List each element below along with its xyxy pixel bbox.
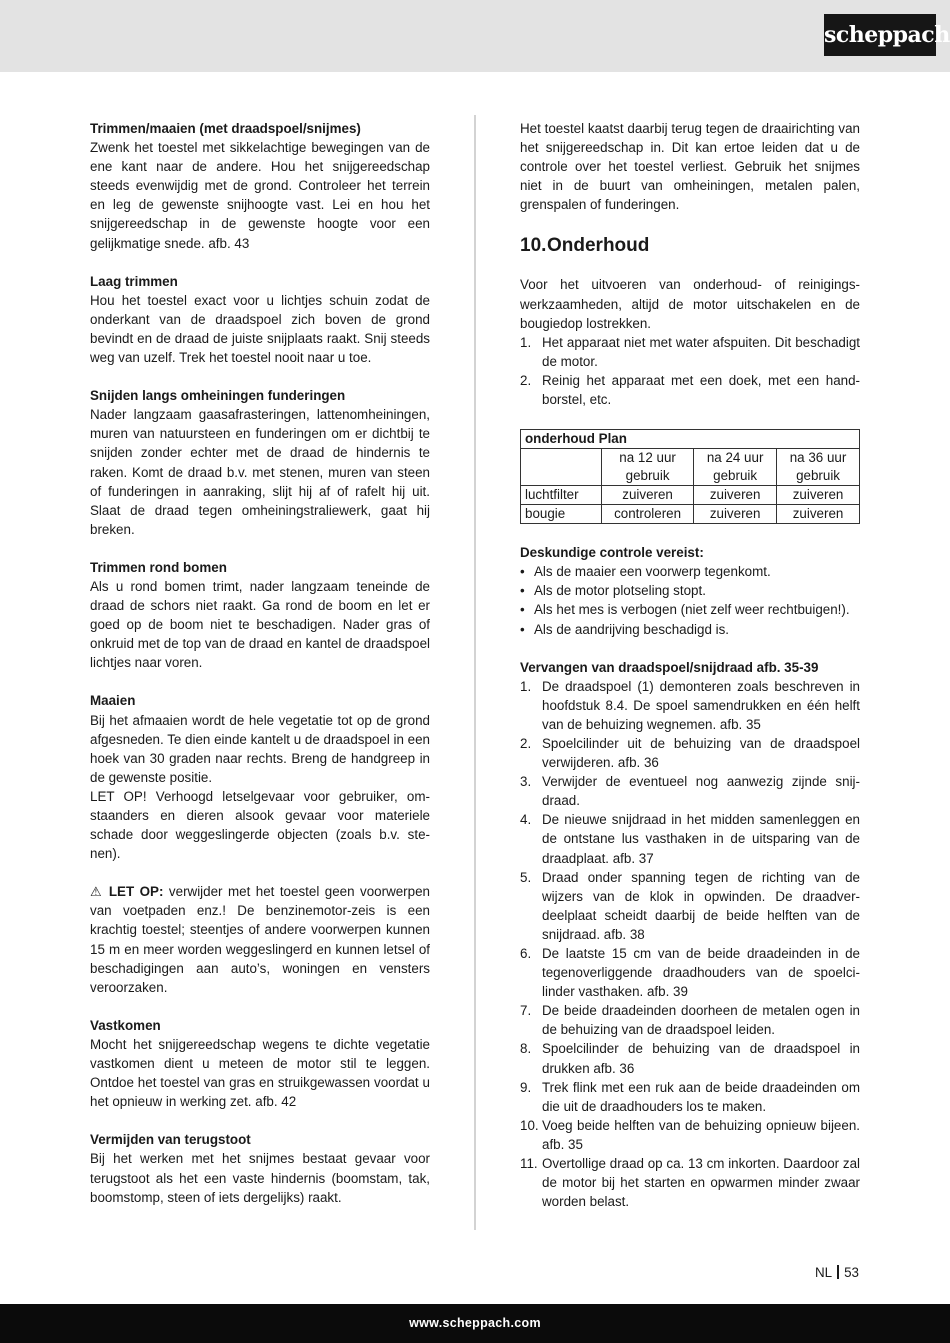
table-row <box>521 505 860 524</box>
table-cell: zuiveren <box>777 505 860 524</box>
table-cell: luchtfilter <box>521 486 602 505</box>
maintenance-list <box>520 333 860 409</box>
table-cell: bougie <box>521 505 602 524</box>
list-item <box>520 1039 860 1077</box>
section-heading: Laag trimmen <box>90 273 178 289</box>
list-text: De draadspoel (1) demonteren zoals beschreven in hoofdstuk 8.4. De spoel samendrukken en één helft van de behuizing wegnemen. afb. 35 <box>542 678 860 732</box>
list-number: 2. <box>520 735 532 751</box>
list-item <box>520 734 860 772</box>
paragraph: Bij het werken met het snijmes bestaat gevaar voor terugstoot als het een vaste hindernis (boomstam, tak, boomstomp, steen of iets dergelijks) raakt. <box>90 1151 430 1205</box>
paragraph: Hou het toestel exact voor u lichtjes schuin zodat de onderkant van de draadspoel zich boven de grond bevindt en de draad de juiste snijplaats raakt. Snij steeds weg van uzelf. Trek het toestel nooit naar u toe. <box>90 292 430 366</box>
list-item <box>520 1001 860 1039</box>
list-item <box>520 600 860 619</box>
list-text: Reinig het apparaat met een doek, met een handborstel, etc. <box>542 372 860 408</box>
list-item <box>520 868 860 944</box>
list-item <box>520 333 860 371</box>
caution-text: verwijder met het toestel geen voorwerpen van voetpaden enz.! De benzinemotor-zeis is een krachtig toestel; steentjes of andere voorwerpen kunnen 15 m en meer worden weggeslingerd en kunnen letsel of beschadigingen aan auto’s, woningen en vensters veroorzaken. <box>90 884 430 995</box>
list-text: Als de motor plotseling stopt. <box>534 583 706 599</box>
chapter-title: Onderhoud <box>547 235 650 257</box>
caution-paragraph <box>90 882 430 997</box>
left-column <box>90 119 430 1207</box>
list-number: 6. <box>520 946 532 961</box>
table-cell: controleren <box>602 505 694 524</box>
table-row <box>521 486 860 505</box>
footer-bar <box>0 1304 950 1343</box>
paragraph: Zwenk het toestel met sikkelachtige bewegingen van de ene kant naar de andere. Hou het snijgereedschap steeds evenwijdig met de grond. Controleer het terrein en leg de gewenste snijhoogte vast. Lei en hou het snijgereedschap in de gewenste hoogte voor een gelijkmatige snede. afb. 43 <box>90 140 430 251</box>
list-text: Spoelcilinder de behuizing van de draadspoel in drukken afb. 36 <box>542 1041 860 1076</box>
warning-paragraph: LET OP! Verhoogd letselgevaar voor gebruiker, omstaanders en dieren alsook gevaar voor materiele schade door weggeslingerde objecten (zoals b.v. stenen). <box>90 788 430 862</box>
bullet: • <box>520 583 525 599</box>
list-item <box>520 581 860 600</box>
list-text: De laatste 15 cm van de beide draadeinden in de tegenoverliggende draadhouders van de spoelcilinder vasthaken. afb. 39 <box>542 946 860 1000</box>
list-text: Het apparaat niet met water afspuiten. Dit beschadigt de motor. <box>542 334 860 369</box>
list-text: De nieuwe snijdraad in het midden samenleggen en de ontstane lus vasthaken in de uitsparing van de draadplaat. afb. 37 <box>542 812 860 866</box>
warning-triangle-icon: ⚠ <box>90 884 104 900</box>
replacement-steps-list <box>520 677 860 1212</box>
header-bar <box>0 0 950 72</box>
table-header-cell: na 24 uur gebruik <box>694 449 777 486</box>
column-divider <box>474 115 476 1230</box>
list-text: Voeg beide helften van de behuizing opnieuw bijeen. afb. 35 <box>542 1117 860 1152</box>
table-header-cell <box>521 449 602 486</box>
chapter-number: 10. <box>520 235 547 257</box>
maintenance-plan-table <box>520 429 860 524</box>
list-number: 10. <box>520 1117 539 1133</box>
list-item <box>520 1154 860 1211</box>
section-heading: Maaien <box>90 693 136 709</box>
page-number <box>815 1265 859 1280</box>
bullet: • <box>520 602 525 618</box>
list-text: Spoelcilinder uit de behuizing van de draadspoel verwijderen. afb. 36 <box>542 735 860 771</box>
section-heading: Snijden langs omheiningen funderingen <box>90 388 346 404</box>
list-item <box>520 562 860 581</box>
section-heading: Vervangen van draadspoel/snijdraad afb. 35-39 <box>520 659 819 675</box>
list-item <box>520 620 860 639</box>
bullet: • <box>520 564 525 580</box>
section-heading: Vastkomen <box>90 1017 161 1033</box>
list-text: De beide draadeinden doorheen de metalen ogen in de behuizing van de draadspoel leiden. <box>542 1003 860 1038</box>
caution-label: LET OP: <box>108 884 164 900</box>
list-number: 5. <box>520 869 532 885</box>
section-heading: Vermijden van terugstoot <box>90 1132 251 1148</box>
list-number: 9. <box>520 1079 532 1095</box>
table-cell: zuiveren <box>777 486 860 505</box>
list-number: 1. <box>520 334 532 350</box>
list-item <box>520 1078 860 1116</box>
list-item <box>520 810 860 867</box>
chapter-heading <box>520 234 860 258</box>
list-item <box>520 371 860 409</box>
table-cell: zuiveren <box>602 486 694 505</box>
list-text: Overtollige draad op ca. 13 cm inkorten. Daardoor zal de motor bij het starten en opwarmen minder zwaar worden belast. <box>542 1156 860 1210</box>
paragraph: Bij het afmaaien wordt de hele vegetatie tot op de grond afgesneden. Te dien einde kantelt u de draadspoel in een hoek van 30 graden naar rechts. Breng de handgreep in de gewenste positie. <box>90 712 430 785</box>
list-item <box>520 1116 860 1154</box>
expert-check-list <box>520 562 860 638</box>
table-title: onderhoud Plan <box>521 430 860 449</box>
table-cell: zuiveren <box>694 505 777 524</box>
list-text: Als het mes is verbogen (niet zelf weer rechtbuigen!). <box>534 602 850 618</box>
paragraph: Als u rond bomen trimt, nader langzaam teneinde de draad de schors niet raakt. Ga rond de boom en let er goed op de boom niet te beschadigen. Nader gras of onkruid met de top van de draad en kantel de draadspoel lichtjes naar voren. <box>90 578 430 671</box>
paragraph: Het toestel kaatst daarbij terug tegen de draairichting van het snijgereedschap in. Dit kan ertoe leiden dat u de controle over het toestel verliest. Gebruik het snijmes niet in de buurt van omheiningen, metalen palen, grenspalen of funderingen. <box>520 121 860 213</box>
brand-logo: scheppach <box>824 14 936 56</box>
paragraph: Voor het uitvoeren van onderhoud- of reinigingswerkzaamheden, altijd de motor uitschakelen en de bougiedop lostrekken. <box>520 277 860 331</box>
list-number: 1. <box>520 678 532 694</box>
list-number: 2. <box>520 372 532 388</box>
list-item <box>520 944 860 1001</box>
table-header-cell: na 12 uur gebruik <box>602 449 694 486</box>
list-item <box>520 677 860 734</box>
page-number-separator <box>837 1265 839 1279</box>
list-text: Verwijder de eventueel nog aanwezig zijnde snijdraad. <box>542 774 860 809</box>
list-number: 8. <box>520 1041 532 1057</box>
section-heading: Trimmen rond bomen <box>90 559 227 575</box>
page-language: NL <box>814 1265 833 1280</box>
paragraph: Nader langzaam gaasafrasteringen, lattenomheiningen, muren van natuursteen en funderingen om er dichtbij te snijden zonder echter met de draad de hindernis te raken. Komt de draad b.v. met stenen, muren van steen of funderingen in aanraking, slijt hij af of rafelt hij uit. Slaat de draad tegen omheiningstraliewerk, gaat hij breken. <box>90 407 430 537</box>
section-heading: Deskundige controle vereist: <box>520 545 704 561</box>
footer-url[interactable]: www.scheppach.com <box>409 1316 541 1330</box>
list-text: Als de aandrijving beschadigd is. <box>534 621 730 637</box>
list-text: Draad onder spanning tegen de richting van de wijzers van de klok in opwinden. De draadverdeelplaat scheidt daarbij de beide helften van de snijdraad. afb. 38 <box>542 869 860 942</box>
list-text: Als de maaier een voorwerp tegenkomt. <box>534 564 771 580</box>
page-number-value: 53 <box>844 1265 859 1280</box>
list-number: 3. <box>520 774 532 790</box>
list-item <box>520 772 860 810</box>
list-number: 7. <box>520 1003 532 1019</box>
right-column <box>520 119 860 1211</box>
section-heading: Trimmen/maaien (met draadspoel/snijmes) <box>90 121 361 136</box>
table-header-row <box>521 449 860 486</box>
paragraph: Mocht het snijgereedschap wegens te dichte vegetatie vastkomen dient u meteen de motor stil te leggen. Ontdoe het toestel van gras en struikgewassen voordat u het opnieuw in werking zet. afb. 42 <box>90 1036 430 1110</box>
bullet: • <box>520 621 525 637</box>
table-cell: zuiveren <box>694 486 777 505</box>
table-header-cell: na 36 uur gebruik <box>777 449 860 486</box>
list-number: 11. <box>520 1156 538 1172</box>
list-number: 4. <box>520 812 532 828</box>
list-text: Trek flink met een ruk aan de beide draadeinden om die uit de draadhouders los te maken. <box>542 1079 860 1114</box>
